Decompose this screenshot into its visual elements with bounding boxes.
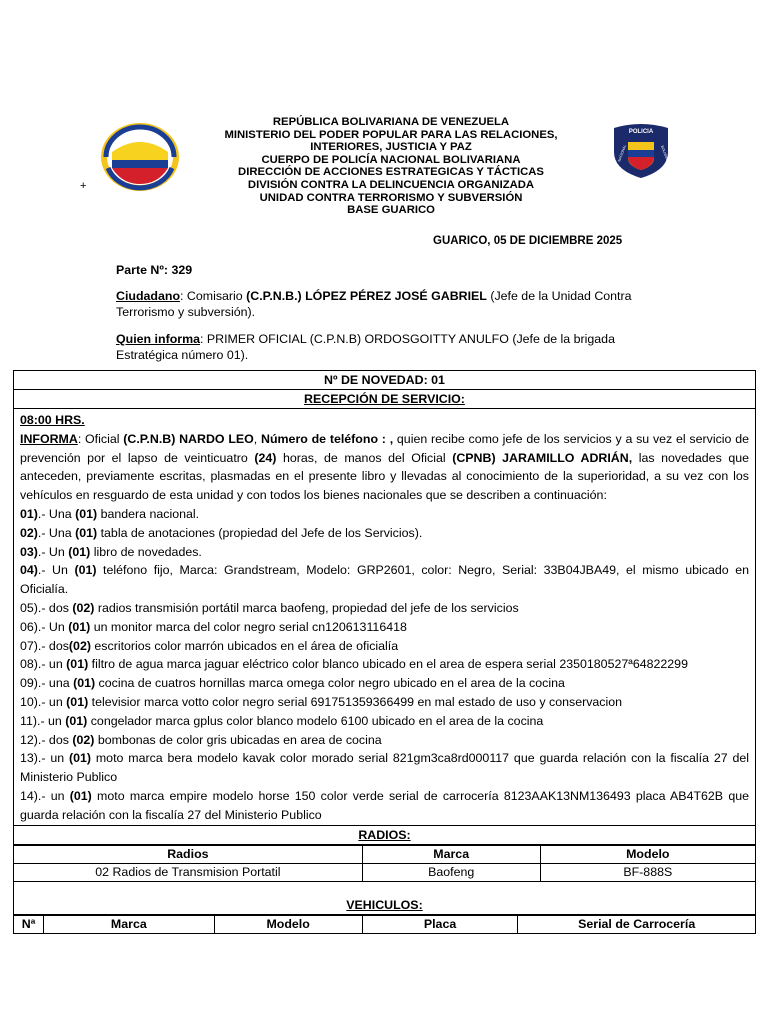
item-quantity: (02) xyxy=(72,732,95,747)
intro-text: , xyxy=(253,431,262,446)
header-line: DIVISIÓN CONTRA LA DELINCUENCIA ORGANIZADA xyxy=(247,178,535,191)
intro-prev-officer: (CPNB) JARAMILLO ADRIÁN, xyxy=(452,450,633,465)
letterhead xyxy=(200,116,582,217)
radios-cell: BF-888S xyxy=(540,863,755,881)
table-row xyxy=(14,863,755,881)
header-line: CUERPO DE POLICÍA NACIONAL BOLIVARIANA xyxy=(261,153,521,166)
item-text: escritorios color marrón ubicados en el área de oficialía xyxy=(90,638,399,653)
police-shield-icon xyxy=(608,122,674,180)
item-prefix: .- Un xyxy=(37,563,75,578)
ministry-logo-icon xyxy=(100,122,180,192)
parte-label: Parte Nº: xyxy=(116,263,169,277)
inventory-item xyxy=(20,749,749,787)
radios-title: RADIOS: xyxy=(14,826,755,845)
item-text: bombonas de color gris ubicadas en area de cocina xyxy=(94,732,382,747)
inventory-list xyxy=(20,505,749,825)
intro-label: INFORMA xyxy=(20,431,78,446)
informa-block xyxy=(116,331,636,363)
logo-text-bolivariana: BOLIVARIANA xyxy=(660,144,672,169)
inventory-item xyxy=(20,674,749,693)
item-quantity: (01) xyxy=(75,506,98,521)
informa-label: Quien informa xyxy=(116,332,200,346)
item-number: 07) xyxy=(20,638,38,653)
item-prefix: .- Una xyxy=(37,506,76,521)
inventory-item xyxy=(20,693,749,712)
item-number: 03) xyxy=(20,544,38,559)
item-quantity: (01) xyxy=(66,657,89,672)
inventory-item xyxy=(20,543,749,562)
header-line: DIRECCIÓN DE ACCIONES ESTRATEGICAS Y TÁCTICAS xyxy=(238,166,544,179)
vehiculos-header: Nª xyxy=(14,915,44,933)
item-text: moto marca bera modelo kavak color morado serial 821gm3ca8rd000117 que guarda relación con la fiscalía 27 del Ministerio Publico xyxy=(20,751,749,785)
item-quantity: (01) xyxy=(68,619,91,634)
novedad-table xyxy=(13,370,756,934)
item-quantity: (01) xyxy=(69,788,92,803)
header-line: REPÚBLICA BOLIVARIANA DE VENEZUELA xyxy=(272,116,510,128)
item-prefix: .- un xyxy=(37,751,69,766)
novedad-body xyxy=(14,409,755,826)
item-prefix: .- Un xyxy=(37,544,69,559)
item-prefix: .- Una xyxy=(37,525,76,540)
item-quantity: (01) xyxy=(75,525,98,540)
inventory-item xyxy=(20,712,749,731)
item-text: moto marca empire modelo horse 150 color verde serial de carrocería 8123AAK13NM136493 placa AB4T62B que guarda relación con la fiscalía 27 del Ministerio Publico xyxy=(20,788,749,822)
novedad-title: Nº DE NOVEDAD: 01 xyxy=(14,371,755,390)
novedad-hora: 08:00 HRS. xyxy=(20,413,85,427)
item-number: 04) xyxy=(20,563,38,578)
intro-text: las novedades que anteceden, previamente escritas, plasmadas en el presente libro y llevadas al conocimiento de la superioridad, a su vez con los vehículos en resguardo de esta unidad y con todos los bienes nacionales que se describen a continuación: xyxy=(20,450,750,503)
item-number: 05) xyxy=(20,600,38,615)
header-line: BASE GUARICO xyxy=(347,204,435,217)
item-text: bandera nacional. xyxy=(97,506,200,521)
inventory-item xyxy=(20,561,749,599)
radios-cell: Baofeng xyxy=(362,863,540,881)
vehiculos-title: VEHICULOS: xyxy=(14,896,755,915)
plus-mark: + xyxy=(80,180,87,192)
item-text: teléfono fijo, Marca: Grandstream, Modelo: GRP2601, color: Negro, Serial: 33B04JBA49, el mismo ubicado en Oficialía. xyxy=(20,563,749,597)
document-date: GUARICO, 05 DE DICIEMBRE 2025 xyxy=(433,235,623,247)
item-number: 11) xyxy=(20,713,37,728)
intro-phone: Número de teléfono : , xyxy=(261,431,394,446)
item-text: congelador marca gplus color blanco modelo 6100 ubicado en el area de la cocina xyxy=(87,713,544,728)
header-line: INTERIORES, JUSTICIA Y PAZ xyxy=(310,141,472,154)
item-prefix: .- Un xyxy=(37,619,69,634)
novedad-subtitle: RECEPCIÓN DE SERVICIO: xyxy=(14,390,755,409)
item-prefix: .- dos xyxy=(37,600,73,615)
radios-header: Modelo xyxy=(540,845,755,863)
item-quantity: (01) xyxy=(65,713,88,728)
vehiculos-header: Modelo xyxy=(214,915,362,933)
intro-hours: (24) xyxy=(254,450,277,465)
radios-header: Marca xyxy=(362,845,540,863)
item-number: 02) xyxy=(20,525,38,540)
item-number: 12) xyxy=(20,732,38,747)
logo-text-nacional: NACIONAL xyxy=(617,144,628,163)
inventory-item xyxy=(20,524,749,543)
header-line: MINISTERIO DEL PODER POPULAR PARA LAS RELACIONES, xyxy=(224,128,558,141)
vehiculos-table xyxy=(14,915,755,933)
item-text: cocina de cuatros hornillas marca omega color negro ubicado en el area de la cocina xyxy=(95,676,565,691)
inventory-item xyxy=(20,599,749,618)
item-quantity: (01) xyxy=(68,544,91,559)
item-number: 14) xyxy=(20,788,38,803)
inventory-item xyxy=(20,787,749,825)
intro-text: horas, de manos del Oficial xyxy=(276,450,453,465)
item-quantity: (01) xyxy=(66,694,89,709)
intro-officer: (C.P.N.B) NARDO LEO xyxy=(123,431,254,446)
intro-text: quien recibe como jefe de los servicios y a su vez el servicio de prevención por el lapso de veinticuatro xyxy=(20,431,749,465)
novedad-intro xyxy=(20,430,749,505)
radios-cell: 02 Radios de Transmision Portatil xyxy=(14,863,362,881)
item-number: 10) xyxy=(20,694,38,709)
item-text: un monitor marca del color negro serial cn120613116418 xyxy=(90,619,407,634)
item-quantity: (02) xyxy=(68,638,91,653)
parte-value: 329 xyxy=(171,263,193,277)
ciudadano-block xyxy=(116,288,636,320)
item-quantity: (02) xyxy=(72,600,95,615)
item-number: 09) xyxy=(20,676,38,691)
logo-text-policia: POLICIA xyxy=(628,129,654,135)
item-quantity: (01) xyxy=(68,751,92,766)
item-number: 08) xyxy=(20,657,38,672)
item-quantity: (01) xyxy=(74,563,97,578)
item-text: tabla de anotaciones (propiedad del Jefe de los Servicios). xyxy=(97,525,423,540)
item-number: 06) xyxy=(20,619,38,634)
ciudadano-suffix: (Jefe de la Unidad Contra Terrorismo y subversión). xyxy=(116,289,632,319)
inventory-item xyxy=(20,655,749,674)
radios-header: Radios xyxy=(14,845,362,863)
item-number: 01) xyxy=(20,506,38,521)
item-text: libro de novedades. xyxy=(90,544,202,559)
header-line: UNIDAD CONTRA TERRORISMO Y SUBVERSIÓN xyxy=(259,191,523,204)
item-text: televisior marca votto color negro serial 691751359366499 en mal estado de uso y conservacion xyxy=(88,694,623,709)
item-quantity: (01) xyxy=(73,676,96,691)
item-prefix: .- un xyxy=(37,788,70,803)
inventory-item xyxy=(20,637,749,656)
ciudadano-label: Ciudadano xyxy=(116,289,181,303)
informa-text: : PRIMER OFICIAL (C.P.N.B) ORDOSGOITTY ANULFO (Jefe de la brigada Estratégica número 01). xyxy=(116,332,615,362)
item-prefix: .- un xyxy=(37,657,67,672)
item-prefix: .- un xyxy=(37,694,67,709)
inventory-item xyxy=(20,618,749,637)
vehiculos-header: Placa xyxy=(362,915,518,933)
inventory-item xyxy=(20,505,749,524)
item-number: 13) xyxy=(20,751,38,766)
parte-number xyxy=(116,262,636,278)
radios-table xyxy=(14,845,755,882)
ciudadano-name: (C.P.N.B.) LÓPEZ PÉREZ JOSÉ GABRIEL xyxy=(246,289,487,303)
inventory-item xyxy=(20,731,749,750)
intro-text: : Oficial xyxy=(77,431,124,446)
item-prefix: .- dos xyxy=(37,732,73,747)
item-prefix: .- un xyxy=(37,713,66,728)
vehiculos-header: Serial de Carrocería xyxy=(518,915,755,933)
item-text: filtro de agua marca jaguar eléctrico color blanco ubicado en el area de espera serial 2350180527ª64822299 xyxy=(88,657,688,672)
item-prefix: .- dos xyxy=(37,638,69,653)
ciudadano-prefix: : Comisario xyxy=(180,289,247,303)
item-text: radios transmisión portátil marca baofeng, propiedad del jefe de los servicios xyxy=(94,600,519,615)
vehiculos-header: Marca xyxy=(44,915,214,933)
item-prefix: .- una xyxy=(37,676,74,691)
